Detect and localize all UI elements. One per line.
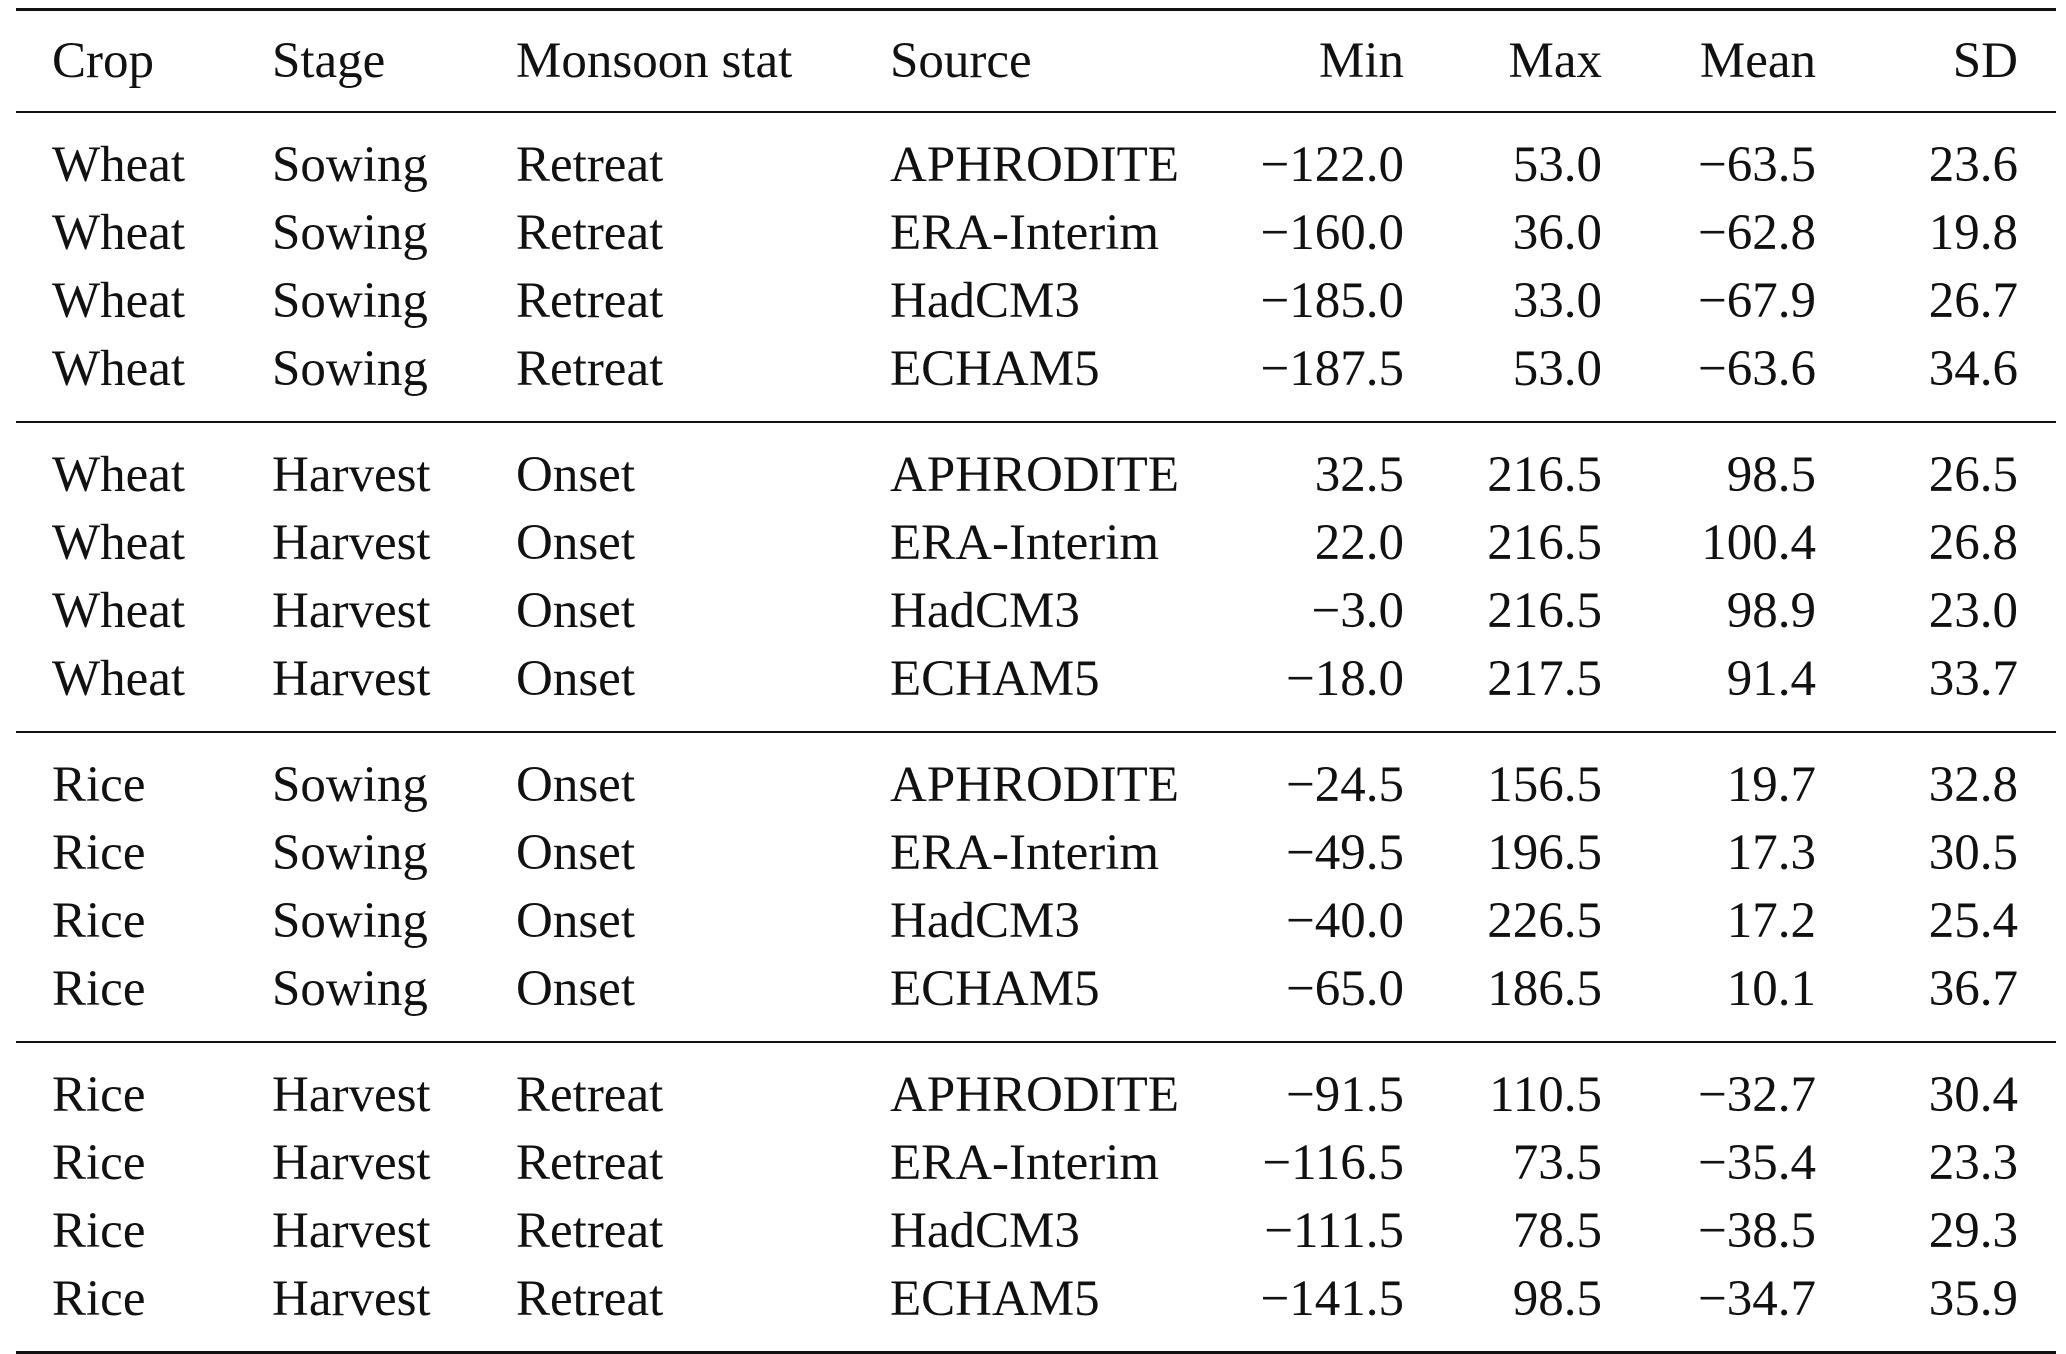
cell-max: 110.5 [1489, 1066, 1602, 1123]
table-row [16, 819, 2056, 887]
cell-monsoon-stat: Retreat [516, 1066, 664, 1123]
cell-crop: Rice [52, 756, 146, 813]
cell-stage: Harvest [272, 582, 431, 639]
table-group [16, 422, 2056, 732]
cell-source: ECHAM5 [890, 960, 1100, 1017]
cell-sd: 30.5 [1928, 824, 2018, 881]
cell-stage: Sowing [272, 756, 428, 813]
cell-min: 22.0 [1314, 514, 1404, 571]
cell-stage: Sowing [272, 204, 428, 261]
cell-sd: 34.6 [1928, 340, 2018, 397]
cell-mean: −63.6 [1697, 340, 1816, 397]
cell-mean: 91.4 [1726, 650, 1816, 707]
cell-min: −3.0 [1311, 582, 1404, 639]
cell-min: −49.5 [1285, 824, 1404, 881]
cell-crop: Wheat [52, 650, 186, 707]
cell-crop: Wheat [52, 136, 186, 193]
cell-crop: Rice [52, 892, 146, 949]
table-row [16, 335, 2056, 422]
cell-max: 53.0 [1512, 136, 1602, 193]
cell-mean: −32.7 [1697, 1066, 1816, 1123]
cell-max: 216.5 [1487, 446, 1602, 503]
cell-stage: Sowing [272, 136, 428, 193]
cell-min: −185.0 [1260, 272, 1404, 329]
table-row [16, 199, 2056, 267]
cell-source: ECHAM5 [890, 1270, 1100, 1327]
cell-crop: Rice [52, 1202, 146, 1259]
column-header-stage: Stage [272, 32, 386, 89]
cell-monsoon-stat: Retreat [516, 1134, 664, 1191]
table-row [16, 1042, 2056, 1129]
cell-sd: 35.9 [1928, 1270, 2018, 1327]
cell-min: −18.0 [1285, 650, 1404, 707]
table-row [16, 645, 2056, 732]
cell-crop: Rice [52, 1270, 146, 1327]
cell-mean: 100.4 [1701, 514, 1816, 571]
cell-min: 32.5 [1314, 446, 1404, 503]
cell-monsoon-stat: Onset [516, 582, 635, 639]
cell-stage: Sowing [272, 892, 428, 949]
cell-max: 196.5 [1487, 824, 1602, 881]
table-row [16, 1129, 2056, 1197]
cell-max: 217.5 [1487, 650, 1602, 707]
cell-max: 53.0 [1512, 340, 1602, 397]
cell-crop: Wheat [52, 204, 186, 261]
table-row [16, 112, 2056, 199]
cell-min: −160.0 [1260, 204, 1404, 261]
cell-monsoon-stat: Onset [516, 446, 635, 503]
cell-mean: 19.7 [1726, 756, 1816, 813]
cell-sd: 36.7 [1928, 960, 2018, 1017]
cell-source: ERA-Interim [890, 514, 1160, 571]
cell-source: APHRODITE [890, 756, 1179, 813]
cell-sd: 23.0 [1928, 582, 2018, 639]
cell-monsoon-stat: Retreat [516, 1270, 664, 1327]
cell-monsoon-stat: Retreat [516, 136, 664, 193]
column-header-source: Source [890, 32, 1032, 89]
cell-source: APHRODITE [890, 446, 1179, 503]
cell-sd: 19.8 [1928, 204, 2018, 261]
cell-monsoon-stat: Onset [516, 514, 635, 571]
cell-stage: Harvest [272, 446, 431, 503]
cell-crop: Rice [52, 824, 146, 881]
cell-mean: 17.3 [1726, 824, 1816, 881]
cell-crop: Rice [52, 1134, 146, 1191]
column-header-min: Min [1318, 32, 1404, 89]
cell-monsoon-stat: Onset [516, 756, 635, 813]
cell-min: −40.0 [1285, 892, 1404, 949]
cell-source: HadCM3 [890, 582, 1080, 639]
column-header-monsoon-stat: Monsoon stat [516, 32, 793, 89]
cell-min: −141.5 [1260, 1270, 1404, 1327]
cell-stage: Harvest [272, 1066, 431, 1123]
cell-sd: 29.3 [1928, 1202, 2018, 1259]
cell-stage: Sowing [272, 960, 428, 1017]
cell-sd: 26.5 [1928, 446, 2018, 503]
cell-sd: 23.3 [1928, 1134, 2018, 1191]
cell-crop: Wheat [52, 340, 186, 397]
cell-stage: Sowing [272, 824, 428, 881]
cell-min: −111.5 [1264, 1202, 1404, 1259]
cell-mean: −63.5 [1697, 136, 1816, 193]
cell-sd: 32.8 [1928, 756, 2018, 813]
statistics-table [16, 8, 2056, 1354]
cell-sd: 23.6 [1928, 136, 2018, 193]
cell-max: 216.5 [1487, 514, 1602, 571]
cell-mean: −35.4 [1697, 1134, 1816, 1191]
cell-monsoon-stat: Retreat [516, 1202, 664, 1259]
cell-mean: −34.7 [1697, 1270, 1816, 1327]
cell-source: ERA-Interim [890, 1134, 1160, 1191]
cell-source: HadCM3 [890, 892, 1080, 949]
cell-crop: Wheat [52, 582, 186, 639]
cell-monsoon-stat: Retreat [516, 340, 664, 397]
column-header-crop: Crop [52, 32, 154, 89]
table-header [16, 10, 2056, 113]
cell-mean: −62.8 [1697, 204, 1816, 261]
cell-sd: 26.7 [1928, 272, 2018, 329]
cell-sd: 30.4 [1928, 1066, 2018, 1123]
cell-monsoon-stat: Retreat [516, 204, 664, 261]
cell-monsoon-stat: Onset [516, 650, 635, 707]
table-group [16, 1042, 2056, 1353]
cell-source: ERA-Interim [890, 824, 1160, 881]
cell-source: ECHAM5 [890, 340, 1100, 397]
cell-crop: Rice [52, 960, 146, 1017]
cell-stage: Sowing [272, 272, 428, 329]
cell-source: APHRODITE [890, 1066, 1179, 1123]
cell-source: APHRODITE [890, 136, 1179, 193]
cell-mean: 98.9 [1726, 582, 1816, 639]
cell-mean: −38.5 [1697, 1202, 1816, 1259]
column-header-mean: Mean [1699, 32, 1816, 89]
cell-stage: Harvest [272, 650, 431, 707]
cell-min: −116.5 [1262, 1134, 1404, 1191]
cell-min: −24.5 [1285, 756, 1404, 813]
cell-source: ERA-Interim [890, 204, 1160, 261]
cell-crop: Wheat [52, 514, 186, 571]
table-row [16, 267, 2056, 335]
cell-max: 73.5 [1512, 1134, 1602, 1191]
cell-crop: Wheat [52, 446, 186, 503]
cell-stage: Harvest [272, 1134, 431, 1191]
cell-min: −65.0 [1285, 960, 1404, 1017]
cell-mean: 17.2 [1726, 892, 1816, 949]
cell-crop: Rice [52, 1066, 146, 1123]
header-row [16, 10, 2056, 113]
cell-monsoon-stat: Onset [516, 824, 635, 881]
cell-stage: Sowing [272, 340, 428, 397]
cell-stage: Harvest [272, 1202, 431, 1259]
table-row [16, 1197, 2056, 1265]
table-row [16, 422, 2056, 509]
cell-min: −122.0 [1260, 136, 1404, 193]
cell-max: 98.5 [1512, 1270, 1602, 1327]
cell-monsoon-stat: Retreat [516, 272, 664, 329]
cell-max: 78.5 [1512, 1202, 1602, 1259]
table-row [16, 732, 2056, 819]
cell-max: 36.0 [1512, 204, 1602, 261]
cell-mean: 10.1 [1726, 960, 1816, 1017]
cell-min: −91.5 [1285, 1066, 1404, 1123]
cell-max: 156.5 [1487, 756, 1602, 813]
table-row [16, 955, 2056, 1042]
cell-sd: 26.8 [1928, 514, 2018, 571]
column-header-sd: SD [1952, 32, 2018, 89]
cell-min: −187.5 [1260, 340, 1404, 397]
table-group [16, 732, 2056, 1042]
cell-source: HadCM3 [890, 1202, 1080, 1259]
cell-crop: Wheat [52, 272, 186, 329]
table-group [16, 112, 2056, 422]
cell-sd: 25.4 [1928, 892, 2018, 949]
cell-source: HadCM3 [890, 272, 1080, 329]
cell-monsoon-stat: Onset [516, 960, 635, 1017]
table-row [16, 577, 2056, 645]
cell-max: 216.5 [1487, 582, 1602, 639]
cell-stage: Harvest [272, 1270, 431, 1327]
table-row [16, 1265, 2056, 1353]
column-header-max: Max [1508, 32, 1602, 89]
cell-mean: 98.5 [1726, 446, 1816, 503]
cell-max: 33.0 [1512, 272, 1602, 329]
cell-monsoon-stat: Onset [516, 892, 635, 949]
cell-stage: Harvest [272, 514, 431, 571]
table-row [16, 887, 2056, 955]
table-row [16, 509, 2056, 577]
cell-source: ECHAM5 [890, 650, 1100, 707]
cell-max: 186.5 [1487, 960, 1602, 1017]
cell-max: 226.5 [1487, 892, 1602, 949]
cell-mean: −67.9 [1697, 272, 1816, 329]
cell-sd: 33.7 [1928, 650, 2018, 707]
